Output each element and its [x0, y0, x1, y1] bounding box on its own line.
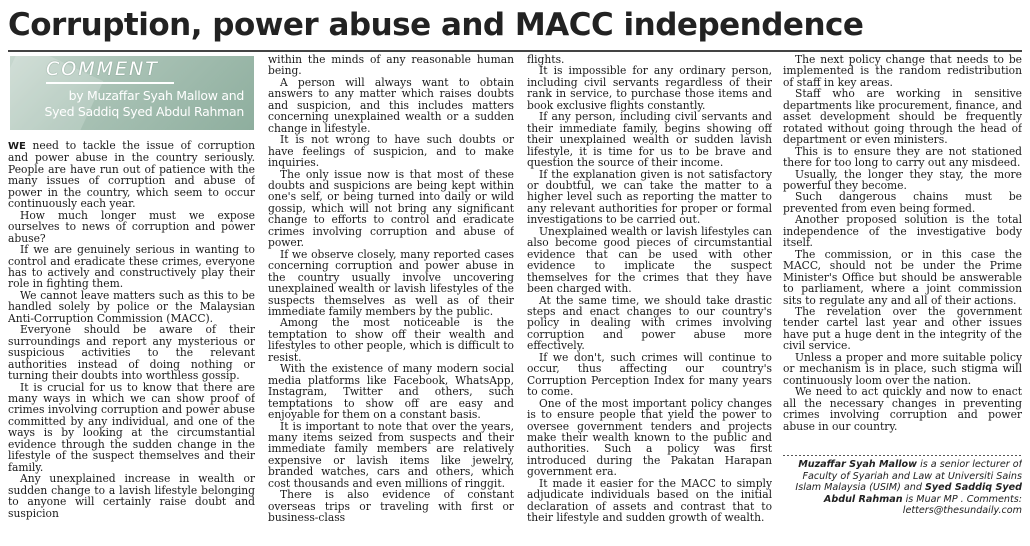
article-paragraph: If we don't, such crimes will continue to occur, thus affecting our country's Corruption Perception Index for many years to come. [527, 350, 772, 399]
lead-paragraph-text: need to tackle the issue of corruption and power abuse in the country seriously. People are have run out of patience with the many issues of corruption and abuse of power in the country, which seem to occur continuously each year. [8, 140, 255, 211]
article-paragraph: The only issue now is that most of these doubts and suspicions are being kept within one's self, or being turned into daily or wild gossip, which will not bring any significant change to efforts to control and eradicate crimes involving corruption and abuse of power. [268, 167, 514, 250]
article-paragraph: It made it easier for the MACC to simply adjudicate individuals based on the initial declaration of assets and contrast that to their lifestyle and sudden growth of wealth. [527, 476, 772, 525]
article-paragraph: There is also evidence of constant overseas trips or traveling with first or business-class [268, 488, 514, 525]
article-paragraph: If we are genuinely serious in wanting to control and eradicate these crimes, everyone has to actively and constructively play their role in fighting them. [8, 243, 255, 291]
article-paragraph: within the minds of any reasonable human being. [268, 54, 514, 78]
banner-author-line1: by Muzaffar Syah Mallow and [68, 88, 244, 103]
headline: Corruption, power abuse and MACC independence [8, 7, 864, 43]
article-paragraph: Such dangerous chains must be prevented from even being formed. [783, 190, 1022, 215]
article-paragraph: Unexplained wealth or lavish lifestyles can also become good pieces of circumstantial evidence that can be used with other evidence to implicate the suspect themselves for the crimes that they have been charged with. [527, 224, 772, 296]
lead-word: WE [8, 141, 26, 152]
bio-author-2: Syed Saddiq Syed Abdul Rahman [823, 482, 1022, 505]
article-paragraph: This is to ensure they are not stationed there for too long to carry out any misdeed. [783, 144, 1022, 170]
article-paragraph: A person will always want to obtain answers to any matter which raises doubts and suspicion, and this includes matters concerning unexplained wealth or a sudden change in lifestyle. [268, 75, 514, 135]
author-bio [783, 459, 1022, 541]
article-paragraph: If the explanation given is not satisfactory or doubtful, we can take the matter to a higher level such as reporting the matter to any relevant authorities for proper or formal investigations to be carried out. [527, 167, 772, 227]
article-paragraph: We need to act quickly and now to enact all the necessary changes in preventing crimes involving corruption and power abuse in our country. [783, 385, 1022, 433]
article-paragraph: The next policy change that needs to be implemented is the random redistribution of staff in key areas. [783, 54, 1022, 89]
article-column-1 [8, 140, 255, 542]
article-paragraph: Usually, the longer they stay, the more powerful they become. [783, 167, 1022, 192]
article-column-4 [783, 54, 1022, 454]
article-paragraph [8, 140, 255, 210]
article-paragraph: It is impossible for any ordinary person, including civil servants regardless of their rank in service, to purchase those items and book exclusive flights constantly. [527, 64, 772, 112]
article-paragraph: If we observe closely, many reported cases concerning corruption and power abuse in the country usually involve uncovering unexplained wealth or lavish lifestyles of the suspects themselves as well as of their immediate family members by the public. [268, 247, 514, 318]
banner-label: COMMENT [46, 58, 159, 80]
article-column-3 [527, 54, 772, 528]
comment-banner [10, 56, 254, 130]
article-paragraph: At the same time, we should take drastic steps and enact changes to our country's policy in dealing with crimes involving corruption and power abuse more effectively. [527, 293, 772, 353]
article-paragraph: It is important to note that over the years, many items seized from suspects and their immediate family members are relatively expensive or lavish items like jewelry, branded watches, cars and others, which cost thousands and even millions of ringgit. [268, 419, 514, 490]
bio-author-1: Muzaffar Syah Mallow [798, 459, 918, 470]
bio-divider [783, 455, 1022, 456]
article-paragraph: We cannot leave matters such as this to be handled solely by police or the Malaysian Anti-Corruption Commission (MACC). [8, 288, 255, 325]
article-paragraph: With the existence of many modern social media platforms like Facebook, WhatsApp, Instagram, Twitter and others, such temptations to show off are easy and enjoyable for them on a constant basis. [268, 362, 514, 422]
article-paragraph: flights. [527, 54, 565, 66]
banner-underline [46, 82, 174, 84]
article-paragraph: Staff who are working in sensitive departments like procurement, finance, and asset development should be frequently rotated without going through the head of department or even ministers. [783, 87, 1022, 147]
bio-text-1: is a senior lecturer of Faculty of Syariah and Law at Universiti Sains Islam Malaysia (USIM) and [795, 459, 1022, 494]
article-paragraph: Another proposed solution is the total independence of the investigative body itself. [783, 213, 1022, 250]
column-4-paragraphs [783, 54, 1022, 432]
article-paragraph: Everyone should be aware of their surroundings and report any mysterious or suspicious activities to the relevant authorities instead of doing nothing or turning their doubts into worthless gossip. [8, 323, 255, 383]
banner-authors [44, 88, 244, 120]
headline-rule [8, 50, 1022, 52]
column-3-paragraphs [527, 65, 772, 523]
article-paragraph: Among the most noticeable is the temptation to show off their wealth and lifestyles to other people, which is difficult to resist. [268, 316, 514, 364]
article-paragraph: Any unexplained increase in wealth or sudden change to a lavish lifestyle belonging to anyone will certainly raise doubt and suspicion [8, 472, 255, 520]
article-paragraph: It is crucial for us to know that there are many ways in which we can show proof of crimes involving corruption and power abuse committed by any individual, and one of the ways is by looking at the circumstantial evidence through the sudden change in the lifestyle of the suspect themselves and their family. [8, 380, 255, 474]
article-paragraph: Unless a proper and more suitable policy or mechanism is in place, such stigma will continuously loom over the nation. [783, 350, 1022, 387]
article-paragraph: The revelation over the government tender cartel last year and other issues have put a huge dent in the integrity of the civil service. [783, 304, 1022, 353]
column-2-paragraphs [268, 77, 514, 524]
column-1-paragraphs [8, 210, 255, 519]
article-paragraph: One of the most important policy changes is to ensure people that yield the power to oversee government tenders and projects make their wealth known to the public and authorities. Such a policy was first introduced during the Pakatan Harapan government era. [527, 396, 772, 479]
article-paragraph: It is not wrong to have such doubts or have feelings of suspicion, and to make inquiries. [268, 133, 514, 170]
article-paragraph: If any person, including civil servants and their immediate family, begins showing off their unexplained wealth or sudden lavish lifestyle, it is time for us to be brave and question the source of their income. [527, 110, 772, 170]
bio-text-2: is Muar MP . Comments: letters@thesundaily.com [902, 493, 1022, 517]
article-column-2 [268, 54, 514, 528]
article-paragraph: The commission, or in this case the MACC, should not be under the Prime Minister's Office but should be answerable to parliament, where a joint commission sits to regulate any and all of their actions. [783, 247, 1022, 307]
banner-author-line2: Syed Saddiq Syed Abdul Rahman [44, 104, 244, 119]
article-paragraph: How much longer must we expose ourselves to news of corruption and power abuse? [8, 208, 255, 245]
